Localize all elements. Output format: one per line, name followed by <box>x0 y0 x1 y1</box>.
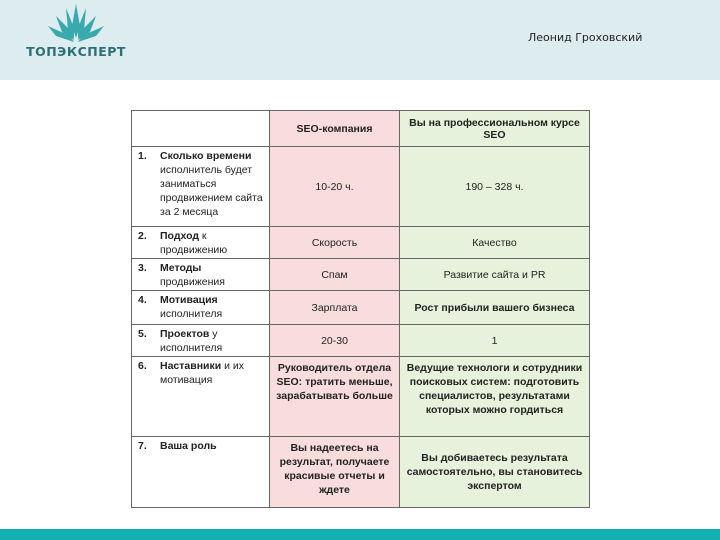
lotus-icon <box>44 2 108 44</box>
criterion-cell <box>132 291 270 325</box>
header-band <box>0 0 720 80</box>
header-seo-company: SEO-компания <box>270 111 400 147</box>
criterion-cell <box>132 259 270 291</box>
criterion-cell <box>132 147 270 227</box>
criterion-bold: Наставники <box>160 360 222 372</box>
table-row <box>132 291 590 325</box>
criterion-cell <box>132 437 270 508</box>
criterion-rest: продвижения <box>160 276 225 288</box>
row-number: 3. <box>138 262 147 274</box>
row-number: 1. <box>138 150 147 162</box>
course-value: 190 – 328 ч. <box>400 147 590 227</box>
course-value: Вы добиваетесь результата самостоятельно, вы становитесь экспертом <box>400 437 590 508</box>
logo-text: ТОПЭКСПЕРТ <box>26 44 126 59</box>
seo-value: Вы надеетесь на результат, получаете красивые отчеты и ждете <box>270 437 400 508</box>
criterion-bold: Подход <box>160 230 200 242</box>
logo <box>26 2 126 62</box>
seo-value: Спам <box>270 259 400 291</box>
criterion-bold: Мотивация <box>160 294 218 306</box>
seo-value: Скорость <box>270 227 400 259</box>
course-value: Развитие сайта и PR <box>400 259 590 291</box>
criterion-rest: исполнителя <box>160 308 223 320</box>
author-name: Леонид Гроховский <box>528 31 643 44</box>
criterion-rest: к продвижению <box>160 230 228 256</box>
header-empty-cell <box>132 111 270 147</box>
table-row <box>132 259 590 291</box>
row-number: 7. <box>138 440 147 452</box>
seo-value: Руководитель отдела SEO: тратить меньше, зарабатывать больше <box>270 357 400 437</box>
criterion-bold: Ваша роль <box>160 440 217 452</box>
criterion-cell <box>132 227 270 259</box>
criterion-rest: исполнитель будет заниматься продвижением сайта за 2 месяца <box>160 164 263 218</box>
course-value: Рост прибыли вашего бизнеса <box>400 291 590 325</box>
table-row <box>132 147 590 227</box>
criterion-bold: Методы <box>160 262 202 274</box>
table-row <box>132 437 590 508</box>
seo-value: 10-20 ч. <box>270 147 400 227</box>
comparison-table <box>131 110 589 507</box>
seo-value: 20-30 <box>270 325 400 357</box>
criterion-cell <box>132 357 270 437</box>
criterion-rest: у исполнителя <box>160 328 223 354</box>
course-value: Качество <box>400 227 590 259</box>
seo-value: Зарплата <box>270 291 400 325</box>
row-number: 4. <box>138 294 147 306</box>
table-row <box>132 227 590 259</box>
criterion-rest: и их мотивация <box>160 360 245 386</box>
table-header-row <box>132 111 590 147</box>
criterion-cell <box>132 325 270 357</box>
row-number: 2. <box>138 230 147 242</box>
course-value: 1 <box>400 325 590 357</box>
criterion-bold: Сколько времени <box>160 150 252 162</box>
header-course: Вы на профессиональном курсе SEO <box>400 111 590 147</box>
row-number: 5. <box>138 328 147 340</box>
row-number: 6. <box>138 360 147 372</box>
table-row <box>132 325 590 357</box>
footer-band <box>0 529 720 540</box>
table-row <box>132 357 590 437</box>
course-value: Ведущие технологи и сотрудники поисковых систем: подготовить специалистов, результатами которых можно гордиться <box>400 357 590 437</box>
criterion-bold: Проектов <box>160 328 210 340</box>
